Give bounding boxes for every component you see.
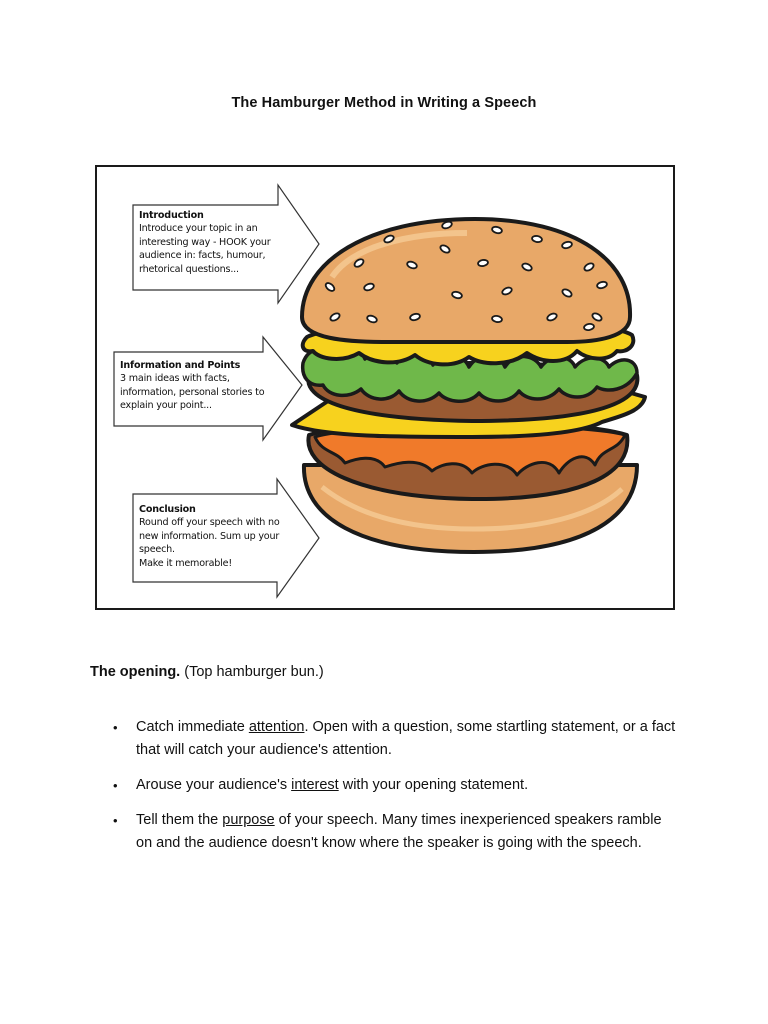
arrow-information-heading: Information and Points — [120, 360, 241, 371]
bullet-text: of your speech. Many times inexperienced speakers ramble on and the audience doesn't know where the speaker is going with the speech. — [136, 812, 662, 851]
bullet-dot: • — [113, 720, 118, 735]
arrow-conclusion-body: Round off your speech with no new information. Sum up your speech. Make it memorable! — [139, 517, 280, 569]
bullet-underlined: purpose — [222, 812, 275, 828]
section-heading-rest: (Top hamburger bun.) — [180, 664, 324, 680]
hamburger-figure — [95, 165, 675, 610]
bullet-text: . Open with a question, some startling statement, or a fact that will catch your audience's attention. — [136, 719, 676, 758]
arrow-information-text — [120, 359, 264, 413]
arrow-introduction-text — [139, 209, 270, 276]
page-title: The Hamburger Method in Writing a Speech — [231, 95, 537, 111]
section-heading-bold: The opening. — [90, 664, 181, 680]
list-item — [90, 809, 680, 855]
section-heading — [90, 664, 690, 680]
arrow-introduction-heading: Introduction — [139, 210, 204, 221]
bullet-dot: • — [113, 778, 118, 793]
arrow-introduction-body: Introduce your topic in an interesting way - HOOK your audience in: facts, humour, rhetorical questions... — [139, 223, 271, 275]
list-item — [90, 774, 680, 797]
opening-section — [90, 664, 690, 851]
top-bun — [302, 219, 630, 342]
arrow-conclusion-heading: Conclusion — [139, 504, 196, 515]
arrow-information-body: 3 main ideas with facts, information, personal stories to explain your point... — [120, 373, 265, 412]
bullet-underlined: interest — [291, 777, 339, 793]
bullet-dot: • — [113, 813, 118, 828]
bullet-text: Arouse your audience's — [136, 777, 292, 793]
list-item — [90, 716, 680, 762]
bullet-text: with your opening statement. — [338, 777, 529, 793]
bullet-underlined: attention — [248, 719, 305, 735]
bullet-text: Tell them the — [136, 812, 223, 828]
bullet-list — [90, 716, 680, 867]
arrow-conclusion-text — [139, 503, 280, 570]
bullet-text: Catch immediate — [136, 719, 249, 735]
